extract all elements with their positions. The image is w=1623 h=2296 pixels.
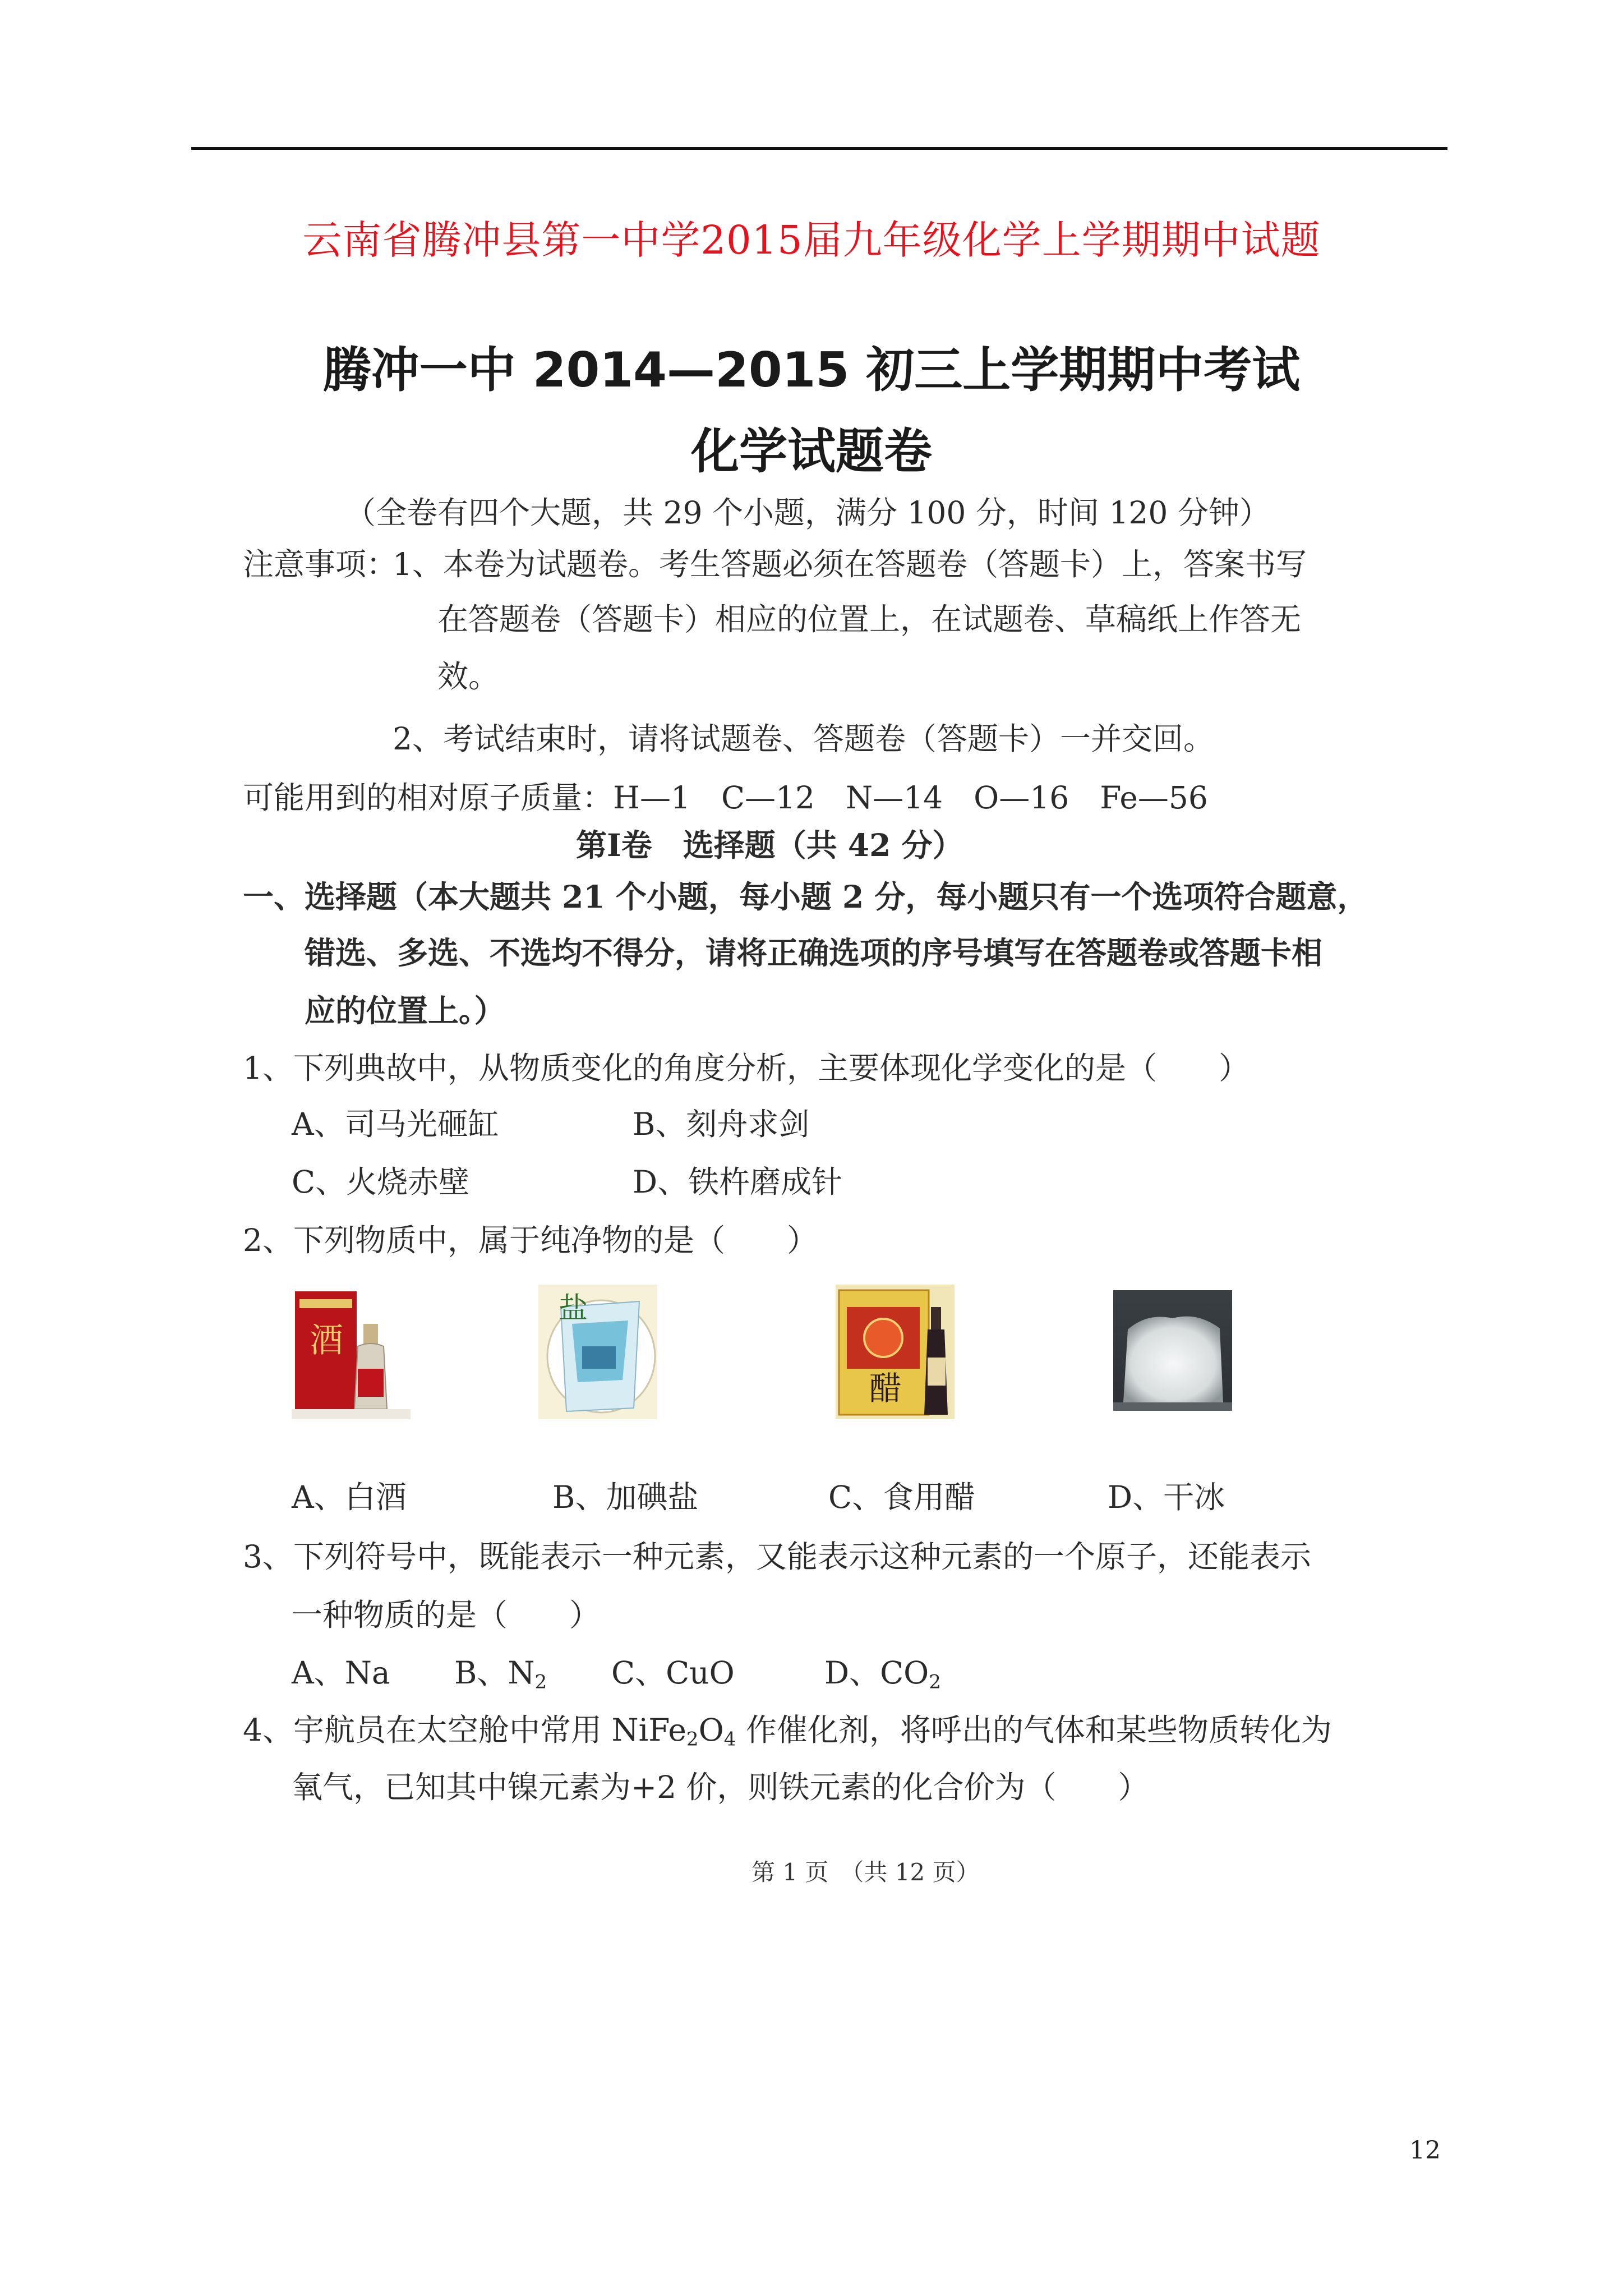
notes-item-1-end: 效。 [437, 659, 500, 694]
iodized-salt-image [538, 1285, 657, 1419]
notes-item-2: 2、考试结束时，请将试题卷、答题卷（答题卡）一并交回。 [393, 721, 1214, 757]
question-4-stem: 4、宇航员在太空舱中常用 $NiFe_2O_4$ 作催化剂，将呼出的气体和某些物质转化为 [243, 1712, 1332, 1751]
page-number: 12 [1409, 2136, 1441, 2165]
q3-option-a: A、Na [292, 1655, 390, 1691]
salt-label: 盐 [559, 1292, 588, 1326]
q1-option-b: B、刻舟求剑 [633, 1106, 810, 1142]
q2-option-d: D、干冰 [1108, 1479, 1225, 1515]
part1-instructions: 一、选择题（本大题共 21 个小题，每小题 2 分，每小题只有一个选项符合题意， [243, 878, 1368, 915]
section-heading: 第Ⅰ卷 选择题（共 42 分） [576, 827, 963, 863]
q3-option-d: D、$CO_2$ [824, 1655, 941, 1694]
vinegar-image [836, 1285, 955, 1419]
atomic-masses: 可能用到的相对原子质量：H—1 C—12 N—14 O—16 Fe—56 [243, 780, 1208, 816]
top-rule [191, 147, 1447, 150]
paper-title: 化学试题卷 [691, 424, 932, 480]
notes-item-1: 1、本卷为试题卷。考生答题必须在答题卷（答题卡）上，答案书写 [393, 546, 1307, 582]
document-title: 云南省腾冲县第一中学2015届九年级化学上学期期中试题 [302, 217, 1321, 263]
q2-option-c: C、食用醋 [828, 1479, 976, 1515]
q3-option-b: B、$N_2$ [454, 1655, 547, 1694]
q1-option-d: D、铁杵磨成针 [633, 1164, 843, 1200]
notes-item-1-cont: 在答题卷（答题卡）相应的位置上，在试题卷、草稿纸上作答无 [437, 601, 1302, 637]
part1-instructions-cont: 错选、多选、不选均不得分，请将正确选项的序号填写在答题卷或答题卡相 [305, 935, 1323, 971]
question-3-stem-cont: 一种物质的是（ ） [292, 1597, 601, 1633]
liquor-bottle-image [292, 1285, 411, 1419]
page-footer: 第 1 页 （共 12 页） [751, 1858, 980, 1886]
question-3-stem: 3、下列符号中，既能表示一种元素，又能表示这种元素的一个原子，还能表示 [243, 1539, 1311, 1575]
question-1-stem: 1、下列典故中，从物质变化的角度分析，主要体现化学变化的是（ ） [243, 1050, 1249, 1086]
dry-ice-image [1113, 1290, 1232, 1425]
exam-title: 腾冲一中 2014—2015 初三上学期期中考试 [322, 342, 1301, 398]
part1-instructions-end: 应的位置上。） [305, 992, 505, 1029]
q1-option-c: C、火烧赤壁 [292, 1164, 470, 1200]
question-2-stem: 2、下列物质中，属于纯净物的是（ ） [243, 1222, 818, 1258]
exam-info: （全卷有四个大题，共 29 个小题，满分 100 分，时间 120 分钟） [345, 495, 1270, 531]
q3-option-c: C、CuO [611, 1655, 735, 1691]
box-label: 酒 [310, 1321, 343, 1360]
notes-label: 注意事项： [243, 546, 398, 582]
question-4-stem-cont: 氧气，已知其中镍元素为+2 价，则铁元素的化合价为（ ） [292, 1769, 1149, 1805]
vinegar-label: 醋 [869, 1369, 902, 1407]
q2-option-a: A、白酒 [292, 1479, 407, 1515]
q2-option-b: B、加碘盐 [552, 1479, 699, 1515]
q1-option-a: A、司马光砸缸 [292, 1106, 499, 1142]
